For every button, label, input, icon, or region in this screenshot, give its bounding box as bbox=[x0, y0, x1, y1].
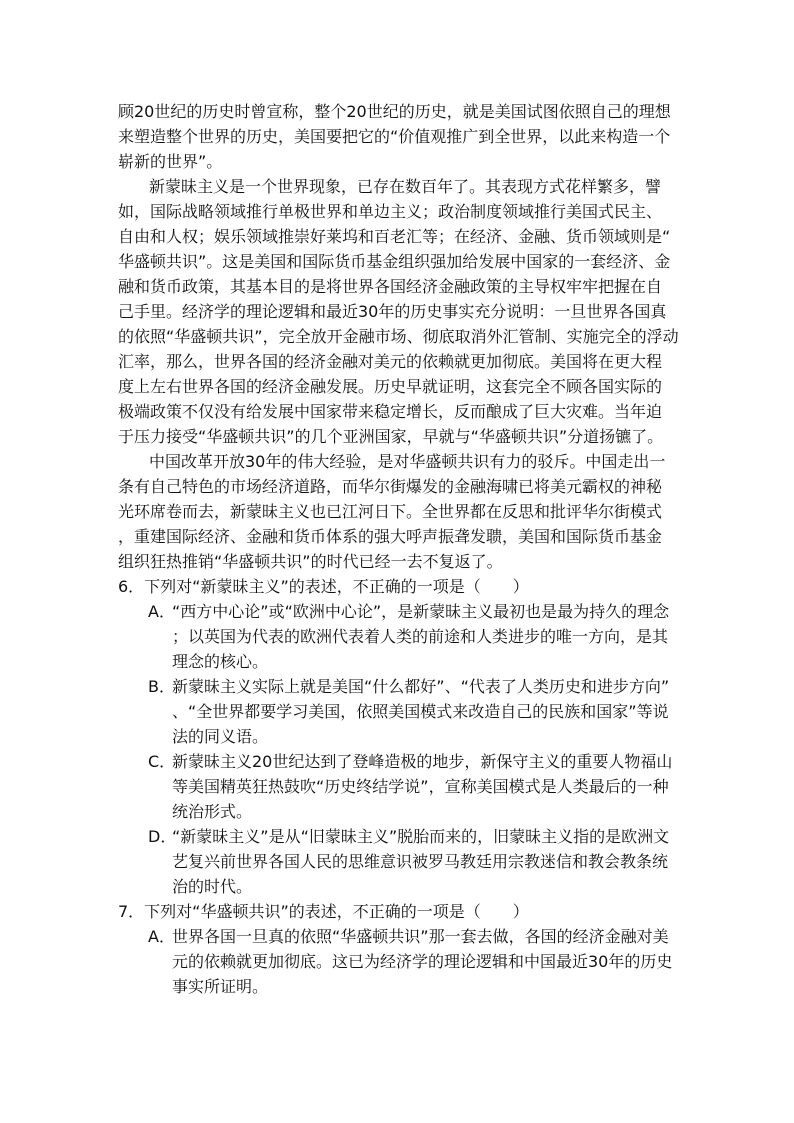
option-line: 新蒙昧主义20世纪达到了登峰造极的地步，新保守主义的重要人物福山 bbox=[172, 752, 673, 771]
option-label: C． bbox=[148, 752, 176, 771]
passage-line: 度上左右世界各国的经济金融发展。历史早就证明，这套完全不顾各国实际的 bbox=[118, 377, 663, 396]
passage-line: 融和货币政策，其基本目的是将世界各国经济金融政策的主导权牢牢把握在自 bbox=[118, 277, 663, 296]
passage-line: 新蒙昧主义是一个世界现象，已存在数百年了。其表现方式花样繁多，譬 bbox=[149, 177, 662, 196]
option-label: A． bbox=[148, 927, 175, 946]
option-line: 法的同义语。 bbox=[172, 727, 269, 746]
option-line: 元的依赖就更加彻底。这已为经济学的理论逻辑和中国最近30年的历史 bbox=[172, 952, 673, 971]
passage-line: ，重建国际经济、金融和货币体系的强大呼声振聋发聩，美国和国际货币基金 bbox=[118, 527, 663, 546]
option-line: 理念的核心。 bbox=[172, 652, 269, 671]
question-7-stem: 7．下列对“华盛顿共识”的表述，不正确的一项是（ ） bbox=[118, 902, 529, 921]
option-line: 治的时代。 bbox=[172, 877, 253, 896]
passage-line: 的依照“华盛顿共识”，完全放开金融市场、彻底取消外汇管制、实施完全的浮动 bbox=[118, 327, 679, 346]
option-label: D． bbox=[148, 827, 177, 846]
option-label: B． bbox=[148, 677, 175, 696]
passage-line: 自由和人权；娱乐领域推崇好莱坞和百老汇等；在经济、金融、货币领域则是“ bbox=[118, 227, 671, 246]
passage-line: 来塑造整个世界的历史，美国要把它的“价值观推广到全世界，以此来构造一个 bbox=[118, 127, 671, 146]
option-line: “新蒙昧主义”是从“旧蒙昧主义”脱胎而来的，旧蒙昧主义指的是欧洲文 bbox=[172, 827, 670, 846]
option-line: ；以英国为代表的欧洲代表着人类的前途和人类进步的唯一方向，是其 bbox=[172, 627, 669, 646]
passage-line: 己手里。经济学的理论逻辑和最近30年的历史事实充分说明：一旦世界各国真 bbox=[118, 302, 667, 321]
passage-line: 极端政策不仅没有给发展中国家带来稳定增长，反而酿成了巨大灾难。当年迫 bbox=[118, 402, 663, 421]
passage-line: 如，国际战略领域推行单极世界和单边主义；政治制度领域推行美国式民主、 bbox=[118, 202, 663, 221]
passage-line: 汇率，那么，世界各国的经济金融对美元的依赖就更加彻底。美国将在更大程 bbox=[118, 352, 663, 371]
passage-line: 光环席卷而去，新蒙昧主义也已江河日下。全世界都在反思和批评华尔街模式 bbox=[118, 502, 663, 521]
option-label: A． bbox=[148, 602, 175, 621]
option-line: “西方中心论”或“欧洲中心论”，是新蒙昧主义最初也是最为持久的理念 bbox=[172, 602, 670, 621]
option-line: 、“全世界都要学习美国，依照美国模式来改造自己的民族和国家”等说 bbox=[172, 702, 669, 721]
passage-line: 条有自己特色的市场经济道路，而华尔街爆发的金融海啸已将美元霸权的神秘 bbox=[118, 477, 663, 496]
passage-line: 崭新的世界”。 bbox=[118, 152, 223, 171]
passage-line: 华盛顿共识”。这是美国和国际货币基金组织强加给发展中国家的一套经济、金 bbox=[118, 252, 671, 271]
option-line: 艺复兴前世界各国人民的思维意识被罗马教廷用宗教迷信和教会教条统 bbox=[172, 852, 669, 871]
option-line: 事实所证明。 bbox=[172, 977, 269, 996]
passage-line: 顾20世纪的历史时曾宣称，整个20世纪的历史，就是美国试图依照自己的理想 bbox=[118, 102, 671, 121]
passage-line: 组织狂热推销“华盛顿共识”的时代已经一去不复返了。 bbox=[118, 552, 503, 571]
option-line: 统治形式。 bbox=[172, 802, 253, 821]
option-line: 世界各国一旦真的依照“华盛顿共识”那一套去做，各国的经济金融对美 bbox=[172, 927, 669, 946]
question-6-stem: 6．下列对“新蒙昧主义”的表述，不正确的一项是（ ） bbox=[118, 577, 529, 596]
option-line: 新蒙昧主义实际上就是美国“什么都好”、“代表了人类历史和进步方向” bbox=[172, 677, 670, 696]
passage-line: 于压力接受“华盛顿共识”的几个亚洲国家，早就与“华盛顿共识”分道扬镳了。 bbox=[118, 427, 664, 446]
option-line: 等美国精英狂热鼓吹“历史终结学说”，宣称美国模式是人类最后的一种 bbox=[172, 777, 669, 796]
passage-line: 中国改革开放30年的伟大经验，是对华盛顿共识有力的驳斥。中国走出一 bbox=[149, 452, 666, 471]
